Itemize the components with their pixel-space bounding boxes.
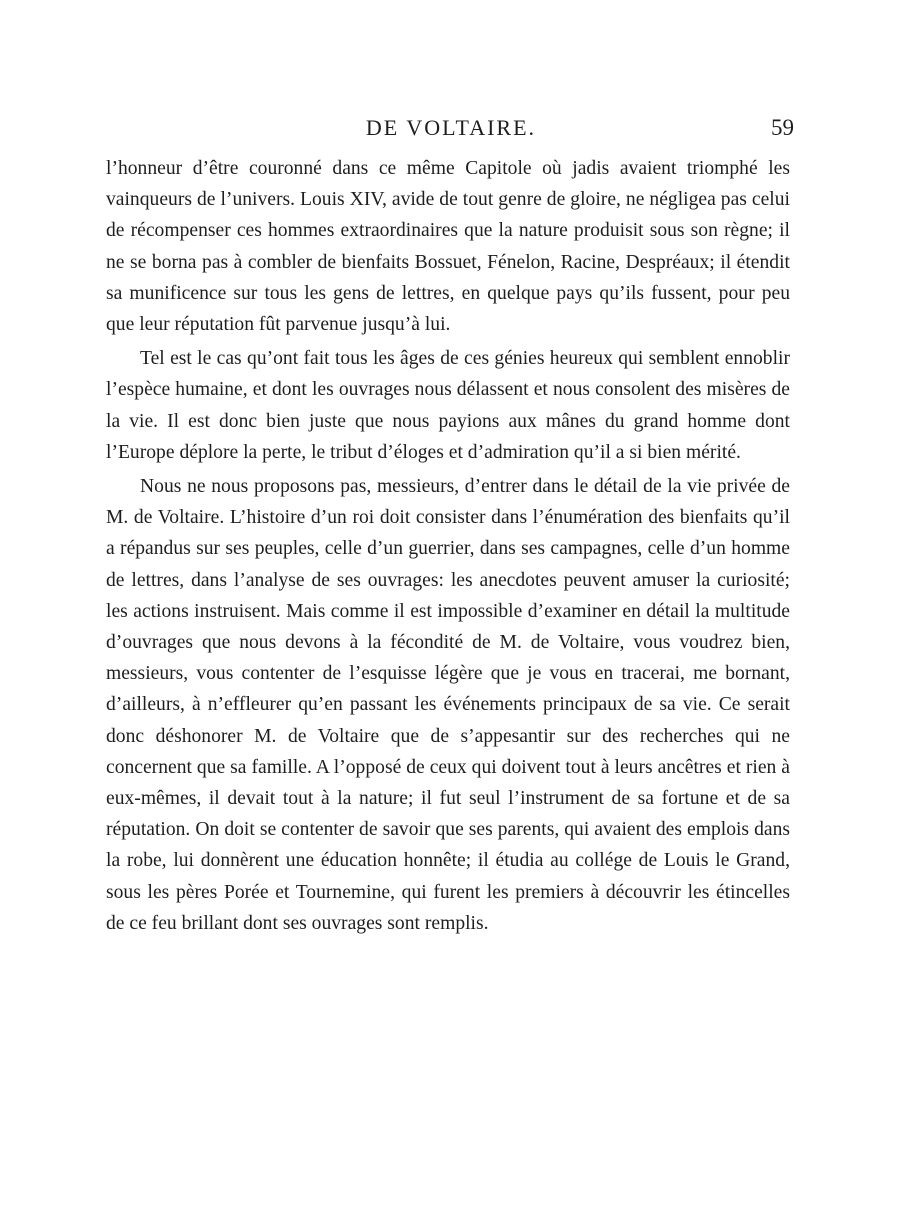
running-head [108, 112, 794, 144]
page-number: 59 [771, 115, 794, 140]
paragraph-3: Nous ne nous proposons pas, messieurs, d’entrer dans le détail de la vie privée de M. de Voltaire. L’histoire d’un roi doit consister dans l’énumération des bienfaits qu’il a répandus sur ses peuples, celle d’un guerrier, dans ses campagnes, celle d’un homme de lettres, dans l’analyse de ses ouvrages: les anecdotes peuvent amuser la curiosité; les actions instruisent. Mais comme il est impossible d’examiner en détail la multitude d’ouvrages que nous devons à la fécondité de M. de Voltaire, vous voudrez bien, messieurs, vous contenter de l’esquisse légère que je vous en tracerai, me bornant, d’ailleurs, à n’effleurer qu’en passant les événements principaux de sa vie. Ce serait donc déshonorer M. de Voltaire que de s’appesantir sur des recherches qui ne concernent que sa famille. A l’opposé de ceux qui doivent tout à leurs ancêtres et rien à eux-mêmes, il devait tout à la nature; il fut seul l’instrument de sa fortune et de sa réputation. On doit se contenter de savoir que ses parents, qui avaient des emplois dans la robe, lui donnèrent une éducation honnête; il étudia au collége de Louis le Grand, sous les pères Porée et Tournemine, qui furent les premiers à découvrir les étincelles de ce feu brillant dont ses ouvrages sont remplis. [106, 476, 790, 934]
body-text [106, 153, 790, 942]
running-title: DE VOLTAIRE. [365, 115, 537, 140]
paragraph-1: l’honneur d’être couronné dans ce même Capitole où jadis avaient triomphé les vainqueurs de l’univers. Louis XIV, avide de tout genre de gloire, ne négligea pas celui de récompenser ces hommes extraordinaires que la nature produisit sous son règne; il ne se borna pas à combler de bienfaits Bossuet, Fénelon, Racine, Despréaux; il étendit sa munificence sur tous les gens de lettres, en quelque pays qu’ils fussent, pour peu que leur réputation fût parvenue jusqu’à lui. [106, 158, 790, 336]
paragraph-2: Tel est le cas qu’ont fait tous les âges de ces génies heureux qui semblent ennoblir l’espèce humaine, et dont les ouvrages nous délassent et nous consolent des misères de la vie. Il est donc bien juste que nous payions aux mânes du grand homme dont l’Europe déplore la perte, le tribut d’éloges et d’admiration qu’il a si bien mérité. [106, 348, 790, 463]
